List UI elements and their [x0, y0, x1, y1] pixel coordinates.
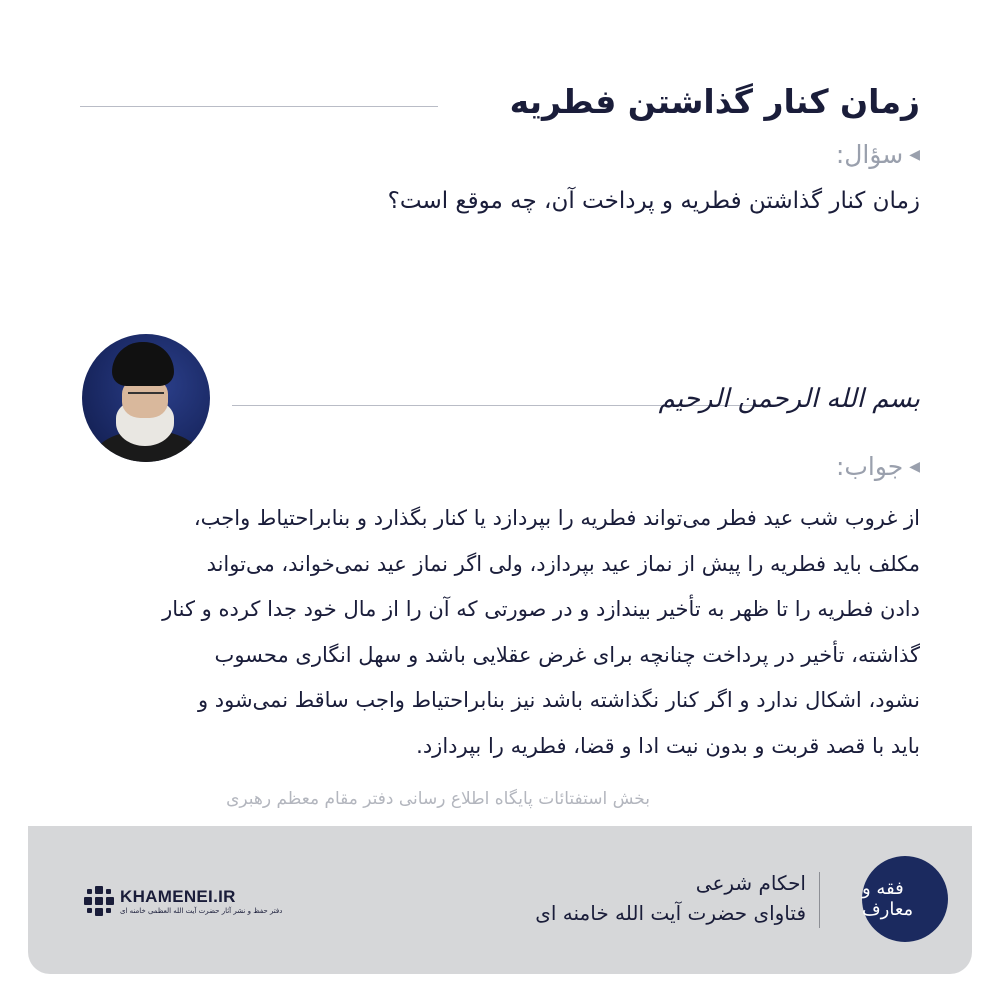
avatar-turban	[112, 342, 174, 386]
fiqh-logo-text: فقه و معارف	[862, 878, 914, 920]
answer-line: از غروب شب عید فطر می‌تواند فطریه را بپردازد یا کنار بگذارد و بنابراحتیاط واجب،	[193, 506, 920, 530]
brand-text	[120, 887, 282, 915]
brand-name: KHAMENEI.IR	[120, 887, 236, 906]
answer-label-text: جواب:	[835, 452, 904, 481]
triangle-marker-icon: ◀	[909, 458, 920, 475]
footer-caption	[535, 868, 806, 928]
page-title: زمان کنار گذاشتن فطریه	[509, 82, 920, 121]
source-credit: بخش استفتائات پایگاه اطلاع رسانی دفتر مقام معظم رهبری	[226, 789, 650, 809]
answer-line: مکلف باید فطریه را پیش از نماز عید بپردازد، ولی اگر نماز عید نمی‌خواند، می‌تواند	[206, 551, 920, 576]
brand-subtitle: دفتر حفظ و نشر آثار حضرت آیت الله العظمی خامنه ای	[120, 907, 283, 915]
answer-body	[70, 496, 920, 770]
title-divider	[80, 106, 438, 107]
avatar-glasses	[128, 392, 164, 398]
title-row	[80, 78, 920, 138]
bismillah-calligraphy: بسم الله الرحمن الرحیم	[658, 384, 920, 414]
footer-line-2: فتاوای حضرت آیت الله خامنه ای	[535, 901, 806, 925]
avatar	[82, 334, 210, 462]
question-text: زمان کنار گذاشتن فطریه و پرداخت آن، چه موقع است؟	[387, 188, 920, 214]
answer-line: دادن فطریه را تا ظهر به تأخیر بیندازد و در صورتی که آن را از مال خود جدا کرده و کنار	[162, 597, 920, 622]
footer-line-1: احکام شرعی	[695, 871, 806, 895]
brand-khamenei[interactable]	[84, 886, 282, 916]
footer	[28, 826, 972, 974]
answer-line: گذاشته، تأخیر در پرداخت چنانچه برای غرض عقلایی باشد و سهل انگاری محسوب	[214, 642, 920, 667]
brand-emblem-icon	[84, 886, 114, 916]
answer-line: باید با قصد قربت و بدون نیت ادا و قضا، فطریه را بپردازد.	[416, 733, 920, 758]
footer-divider	[819, 872, 820, 928]
question-label-text: سؤال:	[835, 140, 904, 169]
triangle-marker-icon: ◀	[909, 146, 920, 163]
answer-line: نشود، اشکال ندارد و اگر کنار نگذاشته باشد نیز بنابراحتیاط واجب ساقط نمی‌شود و	[197, 688, 920, 713]
fiqh-logo	[862, 856, 948, 942]
question-label	[836, 140, 920, 169]
answer-label	[836, 452, 920, 481]
